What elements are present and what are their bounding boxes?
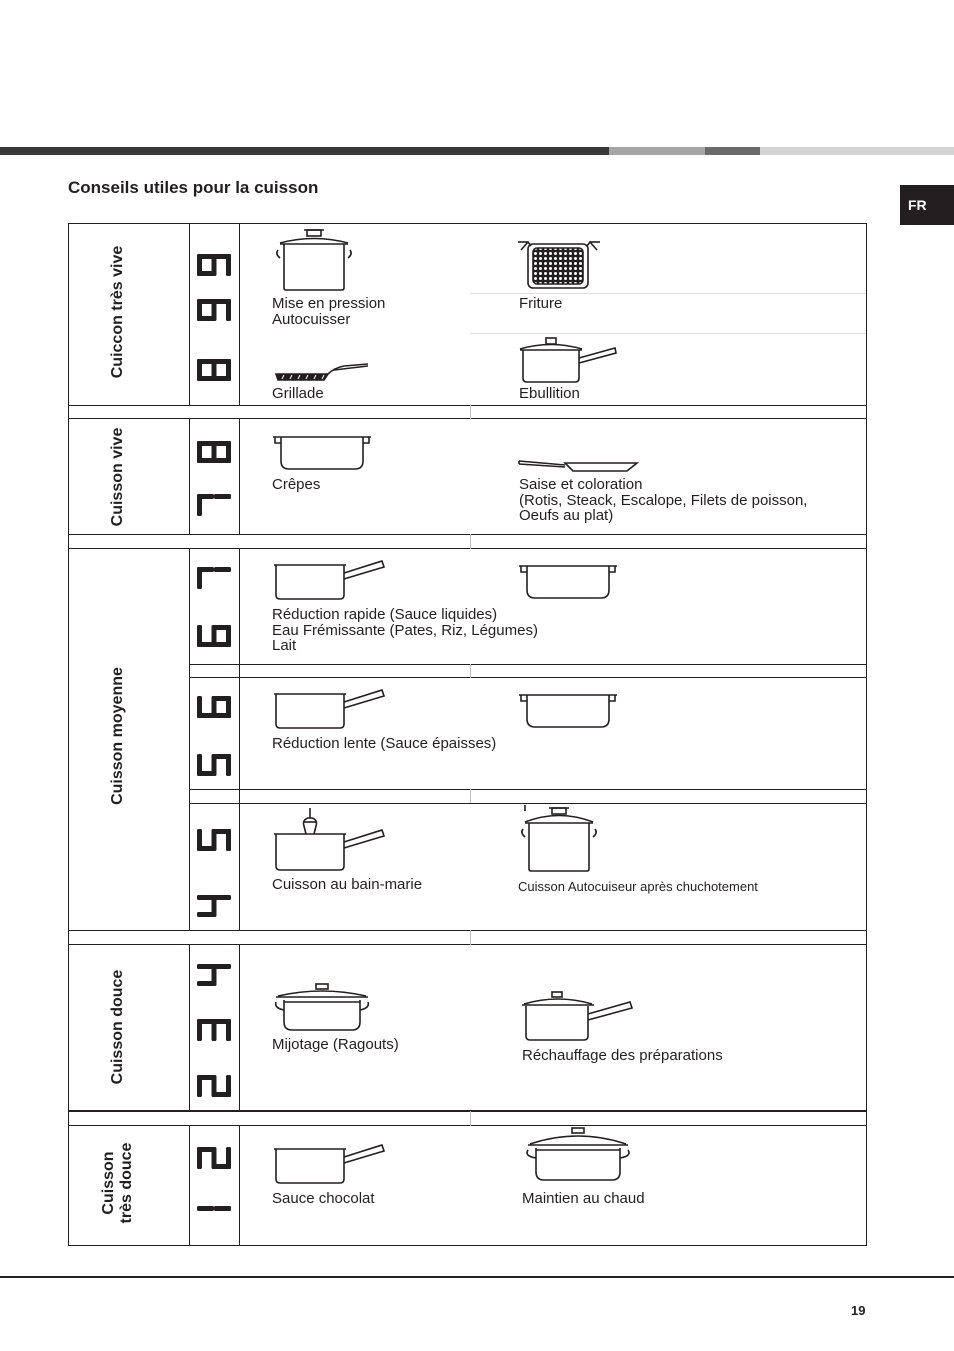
digit-segment — [214, 625, 231, 630]
digit-segment — [197, 359, 214, 364]
language-tab: FR — [900, 185, 954, 225]
category-vive: Cuisson vive — [109, 427, 126, 527]
page-number: 19 — [851, 1303, 866, 1318]
digit-segment — [197, 1147, 214, 1152]
category-moyenne: Cuisson moyenne — [109, 667, 126, 805]
digit-segment — [197, 271, 214, 276]
power-level-digit — [197, 299, 231, 321]
label-maintien: Maintien au chaud — [522, 1190, 645, 1207]
saucepan-with-lid-icon — [522, 990, 634, 1042]
pressure-cooker-icon — [519, 803, 601, 875]
saucepan-icon — [274, 1141, 386, 1185]
digit-segment — [197, 771, 214, 776]
digit-segment — [214, 494, 231, 499]
digit-segment — [226, 829, 231, 851]
digit-segment — [214, 458, 231, 463]
power-level-digit — [197, 359, 231, 381]
label-mijotage: Mijotage (Ragouts) — [272, 1036, 399, 1053]
digit-segment — [226, 254, 231, 276]
label-crepes: Crêpes — [272, 476, 321, 493]
frying-pan-icon — [519, 457, 639, 473]
digit-segment — [226, 1019, 231, 1041]
power-level-digit — [197, 964, 231, 986]
digit-segment — [197, 981, 214, 986]
digit-segment — [197, 376, 214, 381]
casserole-with-lid-icon — [522, 1126, 634, 1184]
grill-pan-icon — [274, 362, 370, 384]
digit-segment — [197, 912, 214, 917]
power-level-digit — [197, 696, 231, 718]
page-title: Conseils utiles pour la cuisson — [68, 178, 319, 197]
digit-segment — [214, 567, 231, 572]
power-level-digit — [197, 625, 231, 647]
fryer-basket-icon — [518, 236, 600, 292]
saucepan-icon — [274, 686, 386, 730]
digit-segment — [197, 316, 214, 321]
casserole-with-lid-icon — [274, 982, 370, 1034]
power-level-digit — [197, 1019, 231, 1041]
digit-segment — [226, 754, 231, 776]
digit-segment — [212, 299, 217, 321]
digit-segment — [197, 846, 214, 851]
digit-segment — [197, 713, 214, 718]
digit-segment — [214, 964, 231, 969]
power-level-digit — [197, 441, 231, 463]
digit-segment — [214, 376, 231, 381]
digit-segment — [226, 299, 231, 321]
power-level-digit — [197, 1075, 231, 1097]
saucepan-with-lid-icon — [519, 336, 619, 384]
digit-segment — [197, 441, 214, 446]
digit-segment — [212, 359, 217, 381]
power-level-digit — [197, 754, 231, 776]
label-reduction-lente: Réduction lente (Sauce épaisses) — [272, 735, 497, 752]
bain-marie-icon — [274, 806, 386, 872]
power-level-digit — [197, 829, 231, 851]
digit-segment — [197, 895, 214, 900]
power-level-digit — [197, 567, 231, 589]
digit-segment — [197, 299, 214, 304]
power-level-digit — [197, 254, 231, 276]
footer-rule — [0, 1276, 954, 1278]
digit-segment — [226, 1147, 231, 1169]
label-pression: Mise en pression Autocuisser — [272, 295, 386, 328]
digit-segment — [197, 458, 214, 463]
pot-icon — [519, 691, 617, 729]
digit-segment — [214, 696, 231, 701]
power-level-digit — [197, 1206, 231, 1211]
digit-segment — [197, 567, 214, 572]
digit-segment — [197, 494, 214, 499]
power-level-digit — [197, 494, 231, 516]
digit-segment — [197, 254, 214, 259]
saucepan-icon — [274, 557, 386, 601]
pot-icon — [273, 433, 371, 471]
digit-segment — [197, 1019, 214, 1024]
category-douce: Cuisson douce — [109, 969, 126, 1085]
digit-segment — [212, 441, 217, 463]
digit-segment — [226, 1075, 231, 1097]
power-level-digit — [197, 895, 231, 917]
label-grillade: Grillade — [272, 385, 324, 402]
digit-segment — [197, 964, 214, 969]
power-level-digit — [197, 1147, 231, 1169]
digit-segment — [214, 1206, 231, 1211]
label-autocuiseur: Cuisson Autocuiseur après chuchotement — [518, 879, 758, 894]
digit-segment — [197, 642, 214, 647]
label-saisie: Saise et coloration (Rotis, Steack, Escalope, Filets de poisson, Oeufs au plat) — [519, 476, 808, 524]
label-rechauffage: Réchauffage des préparations — [522, 1047, 723, 1064]
digit-segment — [214, 895, 231, 900]
label-bain-marie: Cuisson au bain-marie — [272, 876, 423, 893]
pressure-cooker-icon — [274, 226, 354, 292]
pot-icon — [519, 562, 617, 600]
label-chocolat: Sauce chocolat — [272, 1190, 375, 1207]
category-tres-douce: Cuisson très douce — [100, 1142, 135, 1224]
label-friture: Friture — [519, 295, 563, 312]
category-tres-vive: Cuiccon très vive — [109, 245, 126, 379]
digit-segment — [197, 1206, 214, 1211]
label-ebullition: Ebullition — [519, 385, 580, 402]
digit-segment — [212, 254, 217, 276]
label-reduction-rapide: Réduction rapide (Sauce liquides) Eau Frémissante (Pates, Riz, Légumes) Lait — [272, 606, 538, 654]
digit-segment — [197, 1075, 214, 1080]
